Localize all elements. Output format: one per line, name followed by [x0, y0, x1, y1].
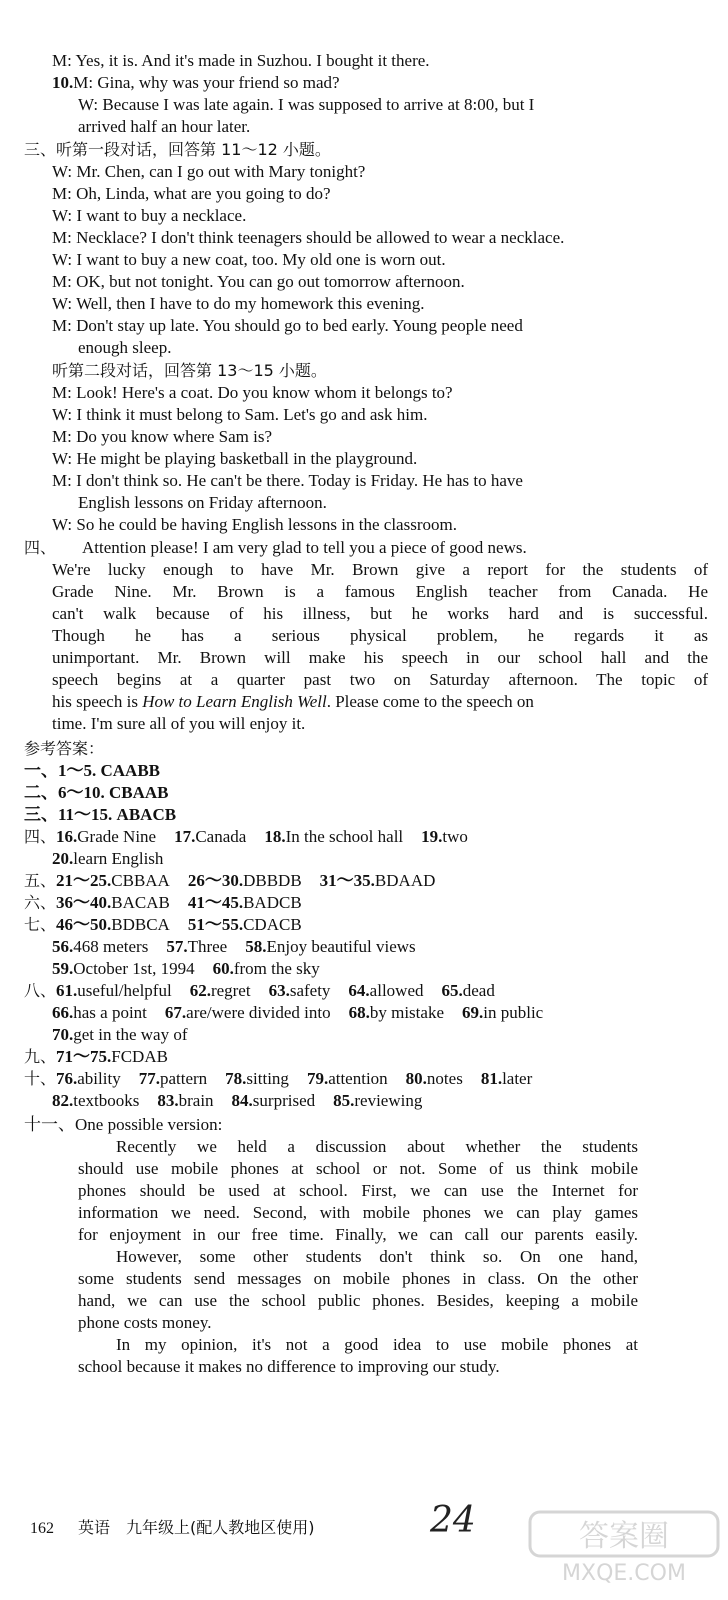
svg-text:答案圈: 答案圈: [579, 1519, 669, 1554]
dialogue-line: M: Do you know where Sam is?: [52, 427, 273, 446]
dialogue-line: M: I don't think so. He can't be there. Today is Friday. He has to have: [52, 471, 523, 490]
dialogue-line: W: Well, then I have to do my homework this evening.: [52, 294, 425, 313]
answer-text: safety: [289, 981, 331, 1000]
answer-text: In the school hall: [285, 827, 404, 846]
answer-text: 468 meters: [73, 937, 149, 956]
answer-text: regret: [210, 981, 251, 1000]
dialogue-line: arrived half an hour later.: [78, 117, 251, 136]
handwritten-note: 24: [430, 1500, 476, 1541]
passage-line: Though he has a serious physical problem, he regards it as: [52, 626, 708, 645]
answer-line: [0, 958, 708, 980]
dialogue-line: W: Mr. Chen, can I go out with Mary tonight?: [52, 162, 366, 181]
answer-text: BACAB: [111, 893, 170, 912]
answer-line: [0, 980, 708, 1002]
answer-number: 46～50.: [56, 915, 112, 934]
answer-line: 二、6～10. CBAAB: [24, 783, 169, 802]
answer-number: 76.: [56, 1069, 78, 1088]
answer-line: [0, 848, 708, 870]
answer-text: learn English: [73, 849, 164, 868]
answer-number: 59.: [52, 959, 74, 978]
answer-line: [0, 1024, 708, 1046]
passage-line: We're lucky enough to have Mr. Brown give a report for the students of: [52, 560, 708, 579]
page-number: 162: [30, 1520, 54, 1537]
answer-line: [0, 936, 708, 958]
dialogue-line: W: He might be playing basketball in the playground.: [52, 449, 418, 468]
section-heading: 听第二段对话，回答第 13～15 小题。: [52, 361, 327, 380]
answer-number: 31～35.: [319, 871, 375, 890]
section-mark: 五、: [24, 871, 57, 890]
section-mark: 四、: [24, 827, 57, 846]
dialogue-line: W: Because I was late again. I was supposed to arrive at 8:00, but I: [78, 95, 535, 114]
answer-text: textbooks: [73, 1091, 140, 1110]
answer-number: 84.: [231, 1091, 253, 1110]
dialogue-text: M: Gina, why was your friend so mad?: [73, 73, 340, 92]
answer-text: two: [442, 827, 468, 846]
question-number: 10.: [52, 73, 74, 92]
answer-text: Grade Nine: [77, 827, 157, 846]
answer-line: [0, 914, 708, 936]
svg-text:MXQE.COM: MXQE.COM: [562, 1561, 686, 1586]
answer-text: BDBCA: [111, 915, 170, 934]
answer-text: reviewing: [354, 1091, 423, 1110]
watermark-logo: [524, 1508, 724, 1586]
answer-text: FCDAB: [111, 1047, 168, 1066]
section-mark: 九、: [24, 1047, 57, 1066]
answer-number: 18.: [264, 827, 286, 846]
answer-text: October 1st, 1994: [73, 959, 195, 978]
answer-text: get in the way of: [73, 1025, 188, 1044]
dialogue-line: English lessons on Friday afternoon.: [78, 493, 327, 512]
answer-number: 79.: [306, 1069, 329, 1088]
answer-number: 63.: [268, 981, 290, 1000]
answer-number: 80.: [405, 1069, 427, 1088]
answer-line: [0, 1002, 708, 1024]
passage-line: [0, 691, 708, 713]
answer-text: allowed: [369, 981, 424, 1000]
answer-number: 60.: [212, 959, 234, 978]
passage-text: his speech is: [52, 692, 143, 711]
dialogue-line: W: So he could be having English lessons in the classroom.: [52, 515, 457, 534]
answer-number: 19.: [421, 827, 443, 846]
answer-number: 26～30.: [187, 871, 244, 890]
dialogue-line: M: OK, but not tonight. You can go out tomorrow afternoon.: [52, 272, 465, 291]
answer-text: surprised: [252, 1091, 316, 1110]
answer-text: dead: [462, 981, 495, 1000]
dialogue-line: M: Necklace? I don't think teenagers should be allowed to wear a necklace.: [52, 228, 565, 247]
essay-line: should use mobile phones at school or not. Some of us think mobile: [78, 1159, 638, 1178]
passage-line: Grade Nine. Mr. Brown is a famous English teacher from Canada. He: [52, 582, 708, 601]
answer-number: 21～25.: [56, 871, 112, 890]
essay-line: In my opinion, it's not a good idea to use mobile phones at: [116, 1335, 638, 1354]
answer-number: 85.: [333, 1091, 355, 1110]
dialogue-line: W: I want to buy a new coat, too. My old one is worn out.: [52, 250, 446, 269]
answer-text: CBBAA: [111, 871, 170, 890]
answer-text: BADCB: [243, 893, 302, 912]
section-mark: 四、: [24, 538, 57, 557]
answer-line: [0, 892, 708, 914]
passage-line: [0, 537, 708, 559]
answer-text: from the sky: [233, 959, 320, 978]
answer-number: 77.: [138, 1069, 160, 1088]
answer-number: 36～40.: [56, 893, 112, 912]
answer-number: 82.: [52, 1091, 74, 1110]
answer-text: ability: [77, 1069, 121, 1088]
answer-text: in public: [483, 1003, 544, 1022]
speech-title: How to Learn English Well: [142, 692, 327, 711]
essay-line: information we need. Second, with mobile phones we can play games: [78, 1203, 638, 1222]
passage-text: . Please come to the speech on: [326, 692, 534, 711]
answer-line: 一、1～5. CAABB: [24, 761, 161, 780]
dialogue-line: W: I think it must belong to Sam. Let's go and ask him.: [52, 405, 428, 424]
answer-number: 67.: [164, 1003, 187, 1022]
essay-line: However, some other students don't think so. On one hand,: [116, 1247, 638, 1266]
answer-text: pattern: [159, 1069, 208, 1088]
section-mark: 十、: [24, 1069, 57, 1088]
answer-number: 62.: [189, 981, 211, 1000]
answer-number: 68.: [348, 1003, 370, 1022]
dialogue-line: [0, 72, 708, 94]
book-title: 英语 九年级上(配人教地区使用): [78, 1518, 315, 1537]
answer-number: 16.: [56, 827, 78, 846]
section-mark: 七、: [24, 915, 57, 934]
passage-line: can't walk because of his illness, but he works hard and is successful.: [52, 604, 708, 623]
answer-text: are/were divided into: [186, 1003, 331, 1022]
answer-text: notes: [426, 1069, 463, 1088]
answer-number: 56.: [52, 937, 74, 956]
answer-text: useful/helpful: [77, 981, 172, 1000]
answer-text: Three: [187, 937, 228, 956]
answer-number: 17.: [174, 827, 196, 846]
answers-heading: 参考答案：: [24, 739, 105, 758]
section-mark: 六、: [24, 893, 57, 912]
essay-heading: 十一、One possible version:: [24, 1115, 223, 1134]
essay-line: phone costs money.: [78, 1313, 212, 1332]
answer-text: CDACB: [243, 915, 302, 934]
answer-number: 81.: [480, 1069, 503, 1088]
answer-line: [0, 1046, 708, 1068]
answer-line: 三、11～15. ABACB: [24, 805, 177, 824]
answer-number: 64.: [348, 981, 370, 1000]
essay-line: some students send messages on mobile phones in class. On the other: [78, 1269, 638, 1288]
answer-number: 66.: [52, 1003, 74, 1022]
dialogue-line: M: Look! Here's a coat. Do you know whom it belongs to?: [52, 383, 453, 402]
answer-number: 70.: [52, 1025, 74, 1044]
essay-line: hand, we can use the school public phones. Besides, keeping a mobile: [78, 1291, 638, 1310]
essay-line: for enjoyment in our free time. Finally, we can call our parents easily.: [78, 1225, 638, 1244]
answer-text: Canada: [195, 827, 247, 846]
answer-text: attention: [328, 1069, 388, 1088]
section-mark: 八、: [24, 981, 57, 1000]
passage-line: time. I'm sure all of you will enjoy it.: [52, 714, 306, 733]
dialogue-line: M: Don't stay up late. You should go to bed early. Young people need: [52, 316, 523, 335]
answer-text: DBBDB: [243, 871, 302, 890]
page-footer: [30, 1515, 315, 1538]
answer-number: 83.: [157, 1091, 179, 1110]
answer-line: [0, 826, 708, 848]
answer-number: 71～75.: [56, 1047, 112, 1066]
passage-line: speech begins at a quarter past two on Saturday afternoon. The topic of: [52, 670, 708, 689]
answer-number: 41～45.: [187, 893, 244, 912]
section-heading: 三、听第一段对话，回答第 11～12 小题。: [24, 140, 331, 159]
answer-text: by mistake: [369, 1003, 444, 1022]
answer-number: 65.: [441, 981, 463, 1000]
answer-line: [0, 870, 708, 892]
answer-number: 69.: [462, 1003, 484, 1022]
answer-text: brain: [178, 1091, 214, 1110]
answer-number: 20.: [52, 849, 74, 868]
answer-number: 61.: [56, 981, 78, 1000]
essay-line: Recently we held a discussion about whether the students: [116, 1137, 638, 1156]
passage-line: unimportant. Mr. Brown will make his speech in our school hall and the: [52, 648, 708, 667]
answer-number: 58.: [245, 937, 267, 956]
answer-number: 51～55.: [187, 915, 244, 934]
answer-text: BDAAD: [374, 871, 436, 890]
passage-text: Attention please! I am very glad to tell you a piece of good news.: [82, 538, 527, 557]
answer-text: sitting: [246, 1069, 289, 1088]
essay-line: school because it makes no difference to improving our study.: [78, 1357, 500, 1376]
answer-line: [0, 1068, 708, 1090]
answer-text: later: [502, 1069, 533, 1088]
answer-text: has a point: [73, 1003, 147, 1022]
answer-text: Enjoy beautiful views: [266, 937, 416, 956]
dialogue-line: W: I want to buy a necklace.: [52, 206, 247, 225]
answer-number: 57.: [166, 937, 188, 956]
answer-line: [0, 1090, 708, 1112]
answer-number: 78.: [225, 1069, 247, 1088]
essay-line: phones should be used at school. First, we can use the Internet for: [78, 1181, 638, 1200]
dialogue-line: enough sleep.: [78, 338, 172, 357]
dialogue-line: M: Yes, it is. And it's made in Suzhou. I bought it there.: [52, 51, 430, 70]
dialogue-line: M: Oh, Linda, what are you going to do?: [52, 184, 331, 203]
